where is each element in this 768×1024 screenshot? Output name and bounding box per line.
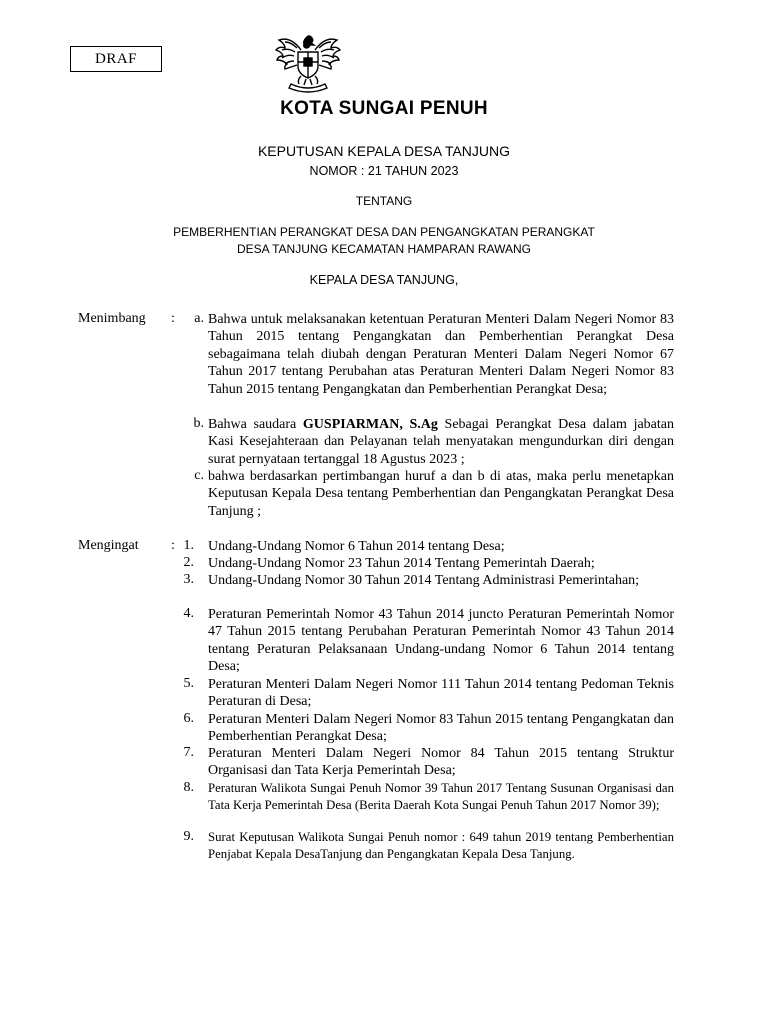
mengingat-item-8: Peraturan Walikota Sungai Penuh Nomor 39 Tahun 2017 Tentang Susunan Organisasi dan Tata Kerja Pemerintah Desa (Berita Daerah Kota Sungai Penuh Tahun 2017 Nomor 39);: [208, 781, 674, 812]
menimbang-marker-c: c.: [194, 468, 204, 483]
menimbang-item-b-name: GUSPIARMAN, S.Ag: [302, 417, 438, 432]
mengingat-marker-9: 9.: [183, 829, 194, 844]
city-name: KOTA SUNGAI PENUH: [280, 98, 488, 119]
menimbang-marker-a: a.: [194, 311, 204, 326]
draft-stamp: [70, 46, 162, 72]
mengingat-marker-3: 3.: [183, 572, 194, 587]
menimbang-item-a: Bahwa untuk melaksanakan ketentuan Peraturan Menteri Dalam Negeri Nomor 83 Tahun 2015 tentang Pengangkatan dan Pemberhentian Perangkat Desa sebagaimana telah diubah dengan Peraturan Menteri Dalam Negeri Nomor 67 Tahun 2017 tentang Perubahan atas Peraturan Menteri Dalam Negeri Nomor 83 Tahun 2015 tentang Pengangkatan dan Pemberhentian Perangkat Desa;: [208, 312, 674, 397]
menimbang-marker-b: b.: [193, 416, 204, 431]
subject-line-2: DESA TANJUNG KECAMATAN HAMPARAN RAWANG: [236, 242, 532, 256]
draft-stamp-label: DRAF: [94, 50, 137, 67]
mengingat-label: Mengingat: [78, 538, 139, 553]
menimbang-item-b-text-before: Bahwa saudara: [208, 417, 303, 432]
mengingat-item-7: Peraturan Menteri Dalam Negeri Nomor 84 Tahun 2015 tentang Struktur Organisasi dan Tata Kerja Pemerintah Desa;: [208, 746, 674, 779]
mengingat-marker-4: 4.: [183, 606, 194, 621]
about-heading: TENTANG: [355, 194, 413, 208]
menimbang-colon: :: [171, 311, 175, 326]
garuda-emblem-icon: [273, 32, 343, 94]
mengingat-marker-2: 2.: [183, 555, 194, 570]
mengingat-item-5: Peraturan Menteri Dalam Negeri Nomor 111 Tahun 2014 tentang Pedoman Teknis Peraturan di Desa;: [208, 677, 674, 710]
mengingat-marker-8: 8.: [183, 780, 194, 795]
mengingat-item-9: Surat Keputusan Walikota Sungai Penuh nomor : 649 tahun 2019 tentang Pemberhentian Penjabat Kepala DesaTanjung dan Pengangkatan Kepala Desa Tanjung.: [208, 830, 674, 861]
mengingat-item-4: Peraturan Pemerintah Nomor 43 Tahun 2014 juncto Peraturan Pemerintah Nomor 47 Tahun 2015 tentang Perubahan Peraturan Pemerintah Nomor 43 Tahun 2014 tentang Peraturan Pelaksanaan Undang-undang Nomor 6 Tahun 2014 tentang Desa;: [208, 607, 674, 675]
menimbang-item-b-text-after: Sebagai Perangkat Desa dalam jabatan Kasi Kesejahteraan dan Pelayanan telah menyatakan mengundurkan diri dengan surat pernyataan tertanggal 18 Agustus 2023 ;: [208, 417, 674, 467]
mengingat-item-1: Undang-Undang Nomor 6 Tahun 2014 tentang Desa;: [208, 539, 505, 554]
mengingat-item-3: Undang-Undang Nomor 30 Tahun 2014 Tentang Administrasi Pemerintahan;: [208, 573, 640, 588]
decision-number: NOMOR : 21 TAHUN 2023: [309, 164, 459, 178]
subject-line-1: PEMBERHENTIAN PERANGKAT DESA DAN PENGANGKATAN PERANGKAT: [173, 225, 595, 239]
mengingat-marker-7: 7.: [183, 745, 194, 760]
decision-title: KEPUTUSAN KEPALA DESA TANJUNG: [257, 143, 511, 159]
mengingat-marker-5: 5.: [183, 676, 194, 691]
mengingat-item-6: Peraturan Menteri Dalam Negeri Nomor 83 Tahun 2015 tentang Pengangkatan dan Pemberhentian Perangkat Desa;: [208, 712, 674, 745]
mengingat-colon: :: [171, 538, 175, 553]
menimbang-item-b: [208, 416, 674, 468]
issuer-heading: KEPALA DESA TANJUNG,: [309, 273, 459, 287]
mengingat-item-2: Undang-Undang Nomor 23 Tahun 2014 Tentang Pemerintah Daerah;: [208, 556, 595, 571]
menimbang-item-c: bahwa berdasarkan pertimbangan huruf a dan b di atas, maka perlu menetapkan Keputusan Kepala Desa tentang Pemberhentian dan Pengangkatan Perangkat Desa Tanjung ;: [208, 469, 674, 519]
menimbang-label: Menimbang: [78, 311, 146, 326]
mengingat-marker-1: 1.: [183, 538, 194, 553]
mengingat-marker-6: 6.: [183, 711, 194, 726]
